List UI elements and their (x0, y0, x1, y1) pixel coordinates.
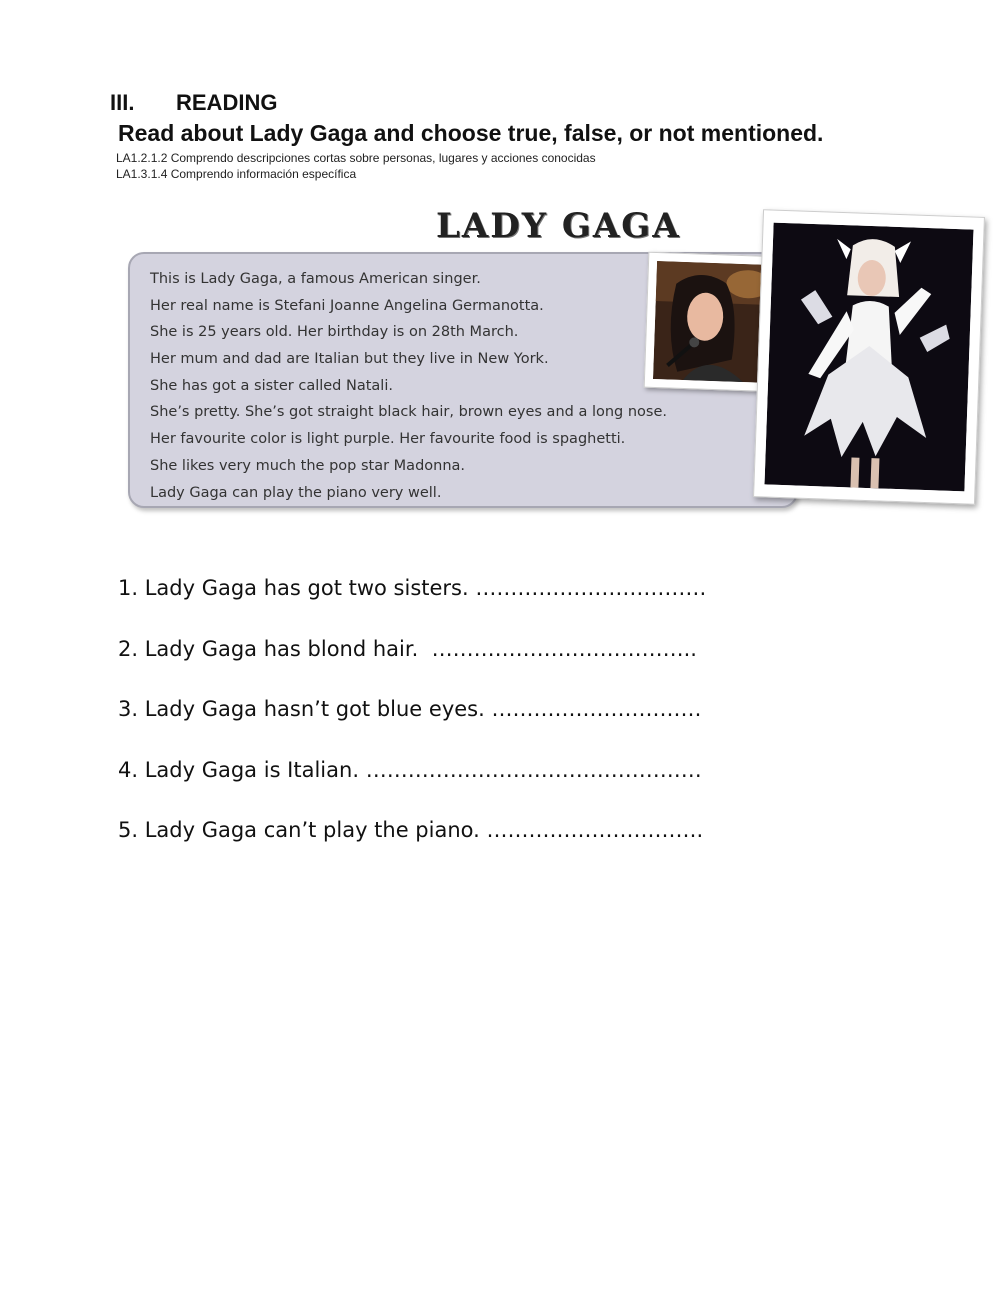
question-item (118, 576, 706, 637)
reading-line: She is 25 years old. Her birthday is on 28th March. (150, 324, 519, 341)
reading-line: She has got a sister called Natali. (150, 377, 393, 394)
singer-white-dress-image (764, 223, 973, 492)
reading-line: This is Lady Gaga, a famous American singer. (150, 271, 481, 287)
reading-line: She’s pretty. She’s got straight black hair, brown eyes and a long nose. (150, 404, 667, 421)
reading-line: Her favourite color is light purple. Her favourite food is spaghetti. (150, 431, 626, 448)
reading-line: Lady Gaga can play the piano very well. (150, 484, 442, 501)
reading-title: LADY GAGA (436, 206, 681, 246)
question-text: 4. Lady Gaga is Italian. (118, 757, 359, 782)
reading-line: Her real name is Stefani Joanne Angelina Germanotta. (150, 297, 544, 314)
answer-blank[interactable]: …………………………. (486, 818, 704, 842)
question-list (118, 576, 706, 879)
answer-blank[interactable]: ……………………………….. (431, 636, 697, 661)
question-text: 5. Lady Gaga can’t play the piano. (118, 818, 480, 842)
reading-line: Her mum and dad are Italian but they live in New York. (150, 351, 549, 368)
singer-microphone-image (653, 261, 773, 383)
question-text: 2. Lady Gaga has blond hair. (118, 636, 419, 661)
answer-blank[interactable]: ………………………… (491, 697, 702, 721)
answer-blank[interactable]: ………………………………………… (365, 757, 702, 782)
reading-passage (150, 266, 667, 506)
question-text: 3. Lady Gaga hasn’t got blue eyes. (118, 697, 485, 721)
objective-line: LA1.3.1.4 Comprendo información específica (116, 167, 357, 181)
section-number: III. (110, 90, 135, 115)
section-heading (110, 90, 277, 116)
question-text: 1. Lady Gaga has got two sisters. (118, 576, 469, 600)
singer-photo-large (753, 209, 985, 505)
section-title: READING (176, 90, 278, 115)
question-item (118, 758, 706, 819)
reading-line: She likes very much the pop star Madonna. (150, 457, 466, 474)
question-item (118, 637, 706, 698)
instruction-text: Read about Lady Gaga and choose true, false, or not mentioned. (118, 120, 824, 146)
question-item (118, 818, 706, 879)
objective-line: LA1.2.1.2 Comprendo descripciones cortas sobre personas, lugares y acciones conocidas (116, 151, 596, 165)
answer-blank[interactable]: …………………………… (475, 576, 707, 600)
question-item (118, 697, 706, 758)
